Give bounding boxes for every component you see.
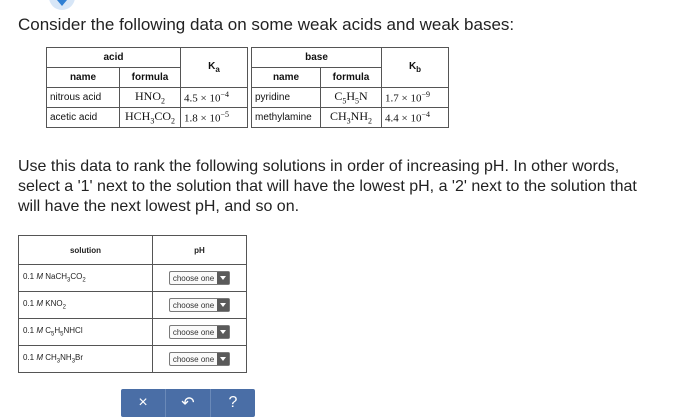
answer-toolbar [121,389,255,417]
base-formula: $CH_3NH_2$ [321,108,382,128]
acid-name: nitrous acid [47,88,120,108]
acid-table [46,47,248,128]
acid-row [47,88,248,108]
ph-rank-select-value: choose one [172,273,215,283]
base-row [252,108,449,128]
base-row [252,88,449,108]
solution-row [19,265,247,292]
help-button[interactable]: ? [228,394,238,411]
acid-formula: $HNO_2$ [120,88,181,108]
ph-rank-select-value: choose one [172,327,215,337]
base-name: methylamine [252,108,321,128]
chevron-down-icon [57,0,67,6]
solution-row [19,319,247,346]
collapse-toggle[interactable] [49,0,75,10]
base-k-value: $4.4 \times 10^{-4}$ [382,108,449,128]
acid-name-header: name [47,68,120,88]
ph-cell [153,292,247,319]
instructions-text: Use this data to rank the following solutions in order of increasing pH. In other words, select a '1' next to the solution that will have the lowest pH, a '2' next to the solution that will have the next lowest pH, and so on. [18,158,637,215]
clear-button[interactable]: × [121,389,166,417]
dropdown-arrow-icon [217,272,229,284]
ph-rank-select[interactable] [169,298,230,312]
base-group-header: base [252,48,382,68]
acid-k-value: $1.8 \times 10^{-5}$ [181,108,248,128]
acid-group-header: acid [47,48,181,68]
dropdown-arrow-icon [217,299,229,311]
solution-row [19,292,247,319]
ph-rank-select-value: choose one [172,354,215,364]
base-formula: $C_5H_5N$ [321,88,382,108]
acid-formula-header: formula [120,68,181,88]
intro-text: Consider the following data on some weak acids and weak bases: [18,15,515,34]
acid-name: acetic acid [47,108,120,128]
acid-formula: $HCH_3CO_2$ [120,108,181,128]
ph-rank-select[interactable] [169,271,230,285]
solution-row [19,346,247,373]
ph-header: pH [153,236,247,265]
solution-label: 0.1 M $NaCH_3CO_2$ [19,265,153,292]
base-formula-header: formula [321,68,382,88]
acid-k-value: $4.5 \times 10^{-4}$ [181,88,248,108]
dropdown-arrow-icon [217,353,229,365]
solution-label: 0.1 M $C_5H_5NHCl$ [19,319,153,346]
ph-cell [153,319,247,346]
solution-label: 0.1 M $KNO_2$ [19,292,153,319]
solution-header: solution [19,236,153,265]
ph-cell [153,346,247,373]
base-table [251,47,449,128]
ph-rank-select-value: choose one [172,300,215,310]
dropdown-arrow-icon [217,326,229,338]
kb-header: $K_b$ [382,48,449,88]
ranking-table [18,235,247,373]
solution-label: 0.1 M $CH_3NH_3Br$ [19,346,153,373]
ka-header: $K_a$ [181,48,248,88]
base-name-header: name [252,68,321,88]
base-k-value: $1.7 \times 10^{-9}$ [382,88,449,108]
ph-rank-select[interactable] [169,352,230,366]
ph-rank-select[interactable] [169,325,230,339]
base-name: pyridine [252,88,321,108]
ph-cell [153,265,247,292]
acid-row [47,108,248,128]
undo-button[interactable]: ↶ [166,389,211,417]
